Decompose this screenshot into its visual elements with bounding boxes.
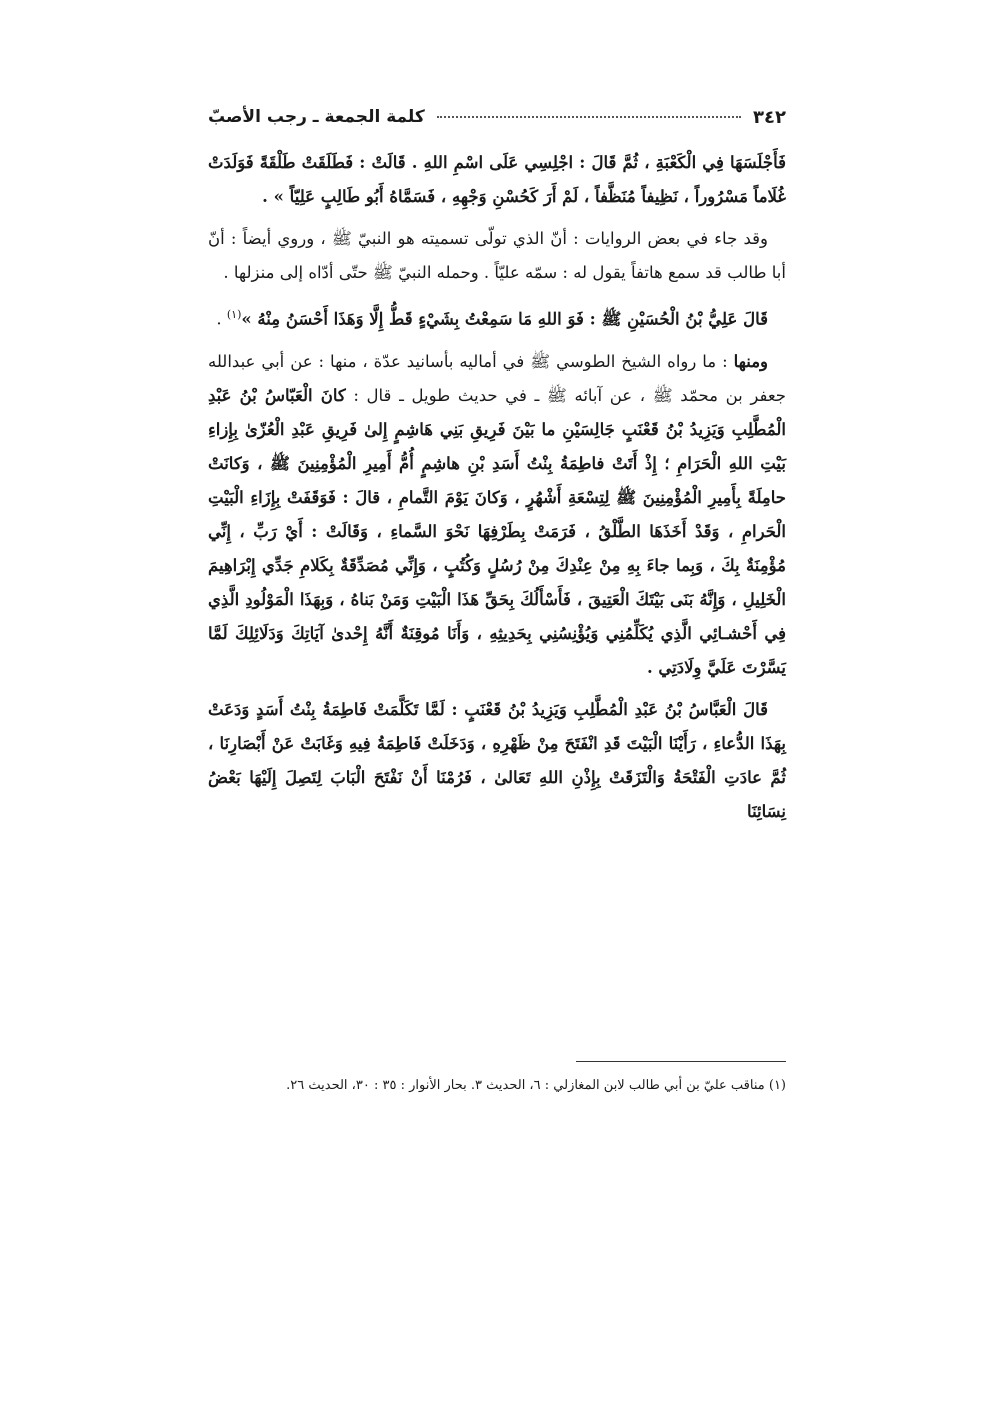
main-text — [208, 146, 786, 837]
hadith-intro: : ما رواه الشيخ الطوسي ﷺ في أماليه بأسانيد عدّة ، منها : عن أبي عبدالله جعفر بن محمّد ﷺ ، عن آبائه ﷺ ـ في حديث طويل ـ قال : — [208, 351, 786, 405]
lead-word: ومنها — [733, 351, 768, 371]
paragraph-abbas-narration: قَالَ الْعَبَّاسُ بْنُ عَبْدِ الْمُطَّلِبِ وَيَزِيدُ بْنُ قَعْنَبٍ : لَمَّا تَكَلَّمَتْ فَاطِمَةُ بِنْتُ أَسَدٍ وَدَعَتْ بِهَذَا الدُّعاءِ ، رَأَيْنَا الْبَيْتَ قَدِ انْفَتَحَ مِنْ ظَهْرِهِ ، وَدَخَلَتْ فَاطِمَةُ فِيهِ وَغَابَتْ عَنْ أَبْصَارِنَا ، ثُمَّ عادَتِ الْفَتْحَةُ وَالْتَزَقَتْ بِإِذْنِ اللهِ تَعَالىٰ ، فَرُمْنَا أَنْ نَفْتَحَ الْبَابَ لِتَصِلَ إِلَيْهَا بَعْضُ نِسَائِنَا — [208, 699, 786, 821]
footnote-ref: (١) — [226, 308, 242, 321]
page-number: ٣٤٢ — [753, 106, 786, 128]
paragraph-tusi-hadith — [208, 345, 786, 685]
footnotes — [208, 1072, 786, 1100]
paragraph-narration: وقد جاء في بعض الروايات : أنّ الذي تولّى تسميته هو النبيّ ﷺ ، وروي أيضاً : أنّ أبا طالب قد سمع هاتفاً يقول له : سمّه عليّاً . وحمله النبيّ ﷺ حتّى أدّاه إلى منزلها . — [208, 229, 786, 282]
book-title: كلمة الجمعة ـ رجب الأصبّ — [208, 107, 425, 127]
footnote-separator — [576, 1061, 786, 1062]
page-header — [208, 100, 786, 134]
header-dotted-leader — [437, 116, 741, 118]
quote-end: . — [216, 309, 227, 329]
hadith-text: كانَ الْعَبّاسُ بْنُ عَبْدِ الْمُطَّلِبِ وَيَزِيدُ بْنُ قَعْنَبٍ جَالِسَيْنِ ما بَيْنَ فَرِيقِ بَنِي هَاشِمٍ إِلىٰ فَرِيقِ عَبْدِ الْعُزّىٰ بِإِزاءِ بَيْتِ اللهِ الْحَرَامِ ؛ إِذْ أَتَتْ فاطِمَةُ بِنْتُ أَسَدِ بْنِ هاشِمٍ أُمُّ أَمِيرِ الْمُؤْمِنِينَ ﷺ ، وَكانَتْ حامِلَةً بِأَمِيرِ الْمُؤْمِنِينَ ﷺ لِتِسْعَةِ أَشْهُرٍ ، وَكانَ يَوْمَ التَّمامِ ، قالَ : فَوَقَفَتْ بِإِزَاءِ الْبَيْتِ الْحَرامِ ، وَقَدْ أَخَذَهَا الطَّلْقُ ، فَرَمَتْ بِطَرْفِهَا نَحْوَ السَّماءِ ، وَقَالَتْ : أَيْ رَبِّ ، إِنِّي مُؤْمِنَةٌ بِكَ ، وَبِما جاءَ بِهِ مِنْ عِنْدِكَ مِنْ رُسُلٍ وَكُتُبٍ ، وَإِنِّي مُصَدِّقَةٌ بِكَلامِ جَدِّي إِبْرَاهِيمَ الْخَلِيلِ ، وَإِنَّهُ بَنَى بَيْتَكَ الْعَتِيقَ ، فَأَسْأَلُكَ بِحَقِّ هَذَا الْبَيْتِ وَمَنْ بَناهُ ، وَبِهَذَا الْمَوْلُودِ الَّذِي فِي أَحْشـائِي الَّذِي يُكَلِّمُنِي وَيُؤْنِسُنِي بِحَدِيثِهِ ، وَأَنَا مُوقِنَةٌ أَنَّهُ إِحْدىٰ آيَاتِكَ وَدَلَائِلِكَ لَمَّا يَسَّرْتَ عَلَيَّ وِلَادَتِي . — [208, 385, 786, 677]
paragraph-quote-ali — [208, 298, 786, 337]
quote-text: قَالَ عَلِيُّ بْنُ الْحُسَيْنِ ﷺ : فَوَ اللهِ مَا سَمِعْتُ بِشَيْءٍ قَطُّ إِلَّا وَهَذَا أَحْسَنُ مِنْهُ » — [241, 309, 768, 329]
paragraph-quote-continuation: فَأَجْلَسَهَا فِي الْكَعْبَةِ ، ثُمَّ قَالَ : اجْلِسِي عَلَى اسْمِ اللهِ . قَالَتْ : فَطَلَقَتْ طَلْقَةً فَوَلَدَتْ غُلَاماً مَسْرُوراً ، نَظِيفاً مُنَظَّفاً ، لَمْ أَرَ كَحُسْنِ وَجْهِهِ ، فَسَمَّاهُ أَبُو طَالِبٍ عَلِيّاً » . — [208, 153, 786, 206]
footnote-item: (١) مناقب عليّ بن أبي طالب لابن المغازلي : ٦، الحديث ٣. بحار الأنوار : ٣٥ : ٣٠، الحديث ٢٦. — [286, 1078, 786, 1093]
